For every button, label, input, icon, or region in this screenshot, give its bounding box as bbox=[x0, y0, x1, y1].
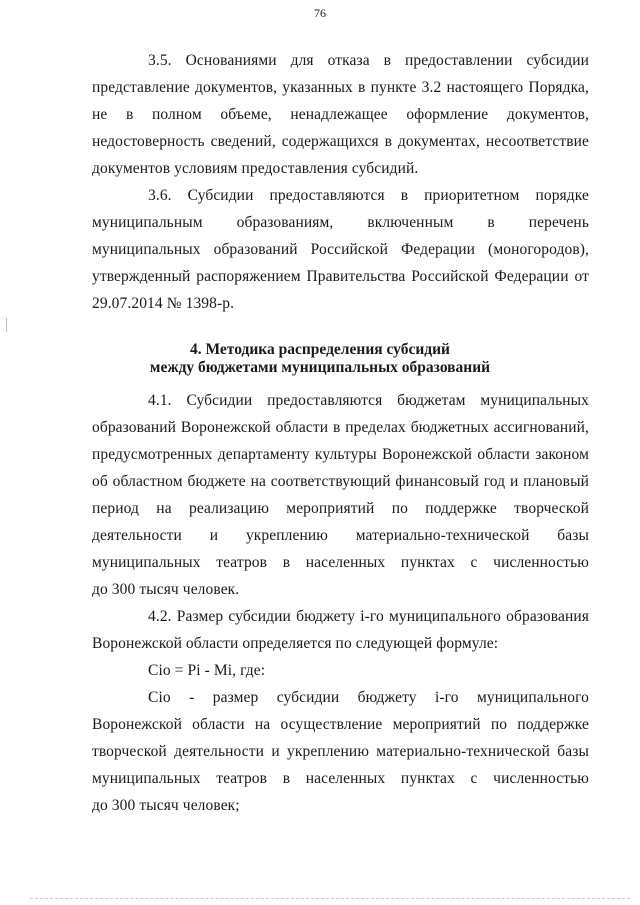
text-line: 3.5. Основаниями для отказа в предоставлении субсидии bbox=[148, 52, 589, 69]
text-line: представление документов, указанных в пункте 3.2 настоящего Порядка, bbox=[92, 79, 589, 96]
scan-bottom-edge bbox=[30, 898, 630, 900]
text-line: Воронежской области определяется по следующей формуле: bbox=[92, 635, 499, 652]
text-line: муниципальных образований Российской Федерации (моногородов), bbox=[92, 241, 589, 258]
text-line: до 300 тысяч человек. bbox=[92, 581, 240, 598]
text-line: деятельности и укреплению материально-технической базы bbox=[92, 527, 589, 544]
formula: Cio = Pi - Mi, где: bbox=[148, 662, 266, 679]
text-line: не в полном объеме, ненадлежащее оформление документов, bbox=[92, 106, 589, 123]
section-heading-line-2: между бюджетами муниципальных образований bbox=[149, 359, 491, 376]
text-line: муниципальным образованиям, включенным в перечень bbox=[92, 214, 589, 231]
text-line: документов условиям предоставления субсидий. bbox=[92, 160, 419, 177]
text-line: об областном бюджете на соответствующий финансовый год и плановый bbox=[92, 473, 589, 490]
text-line: период на реализацию мероприятий по поддержке творческой bbox=[92, 500, 589, 517]
text-line: 4.1. Субсидии предоставляются бюджетам муниципальных bbox=[148, 392, 589, 409]
text-line: муниципальных театров в населенных пунктах с численностью bbox=[92, 770, 589, 787]
text-line: творческой деятельности и укреплению материально-технической базы bbox=[92, 743, 589, 760]
text-line: муниципальных театров в населенных пунктах с численностью bbox=[92, 554, 589, 571]
text-line: 4.2. Размер субсидии бюджету i-го муниципального образования bbox=[148, 608, 589, 625]
text-line: недостоверность сведений, содержащихся в документах, несоответствие bbox=[92, 133, 589, 150]
scan-edge-mark bbox=[6, 318, 7, 332]
text-line: Воронежской области на осуществление мероприятий по поддержке bbox=[92, 716, 589, 733]
text-line: 3.6. Субсидии предоставляются в приоритетном порядке bbox=[148, 187, 589, 204]
text-line: 29.07.2014 № 1398-р. bbox=[92, 295, 235, 312]
section-heading-line-1: 4. Методика распределения субсидий bbox=[190, 341, 450, 358]
text-line: образований Воронежской области в пределах бюджетных ассигнований, bbox=[92, 419, 589, 436]
page-number: 76 bbox=[314, 6, 326, 20]
text-line: предусмотренных департаменту культуры Воронежской области законом bbox=[92, 446, 589, 463]
text-line: до 300 тысяч человек; bbox=[92, 797, 240, 814]
text-line: утвержденный распоряжением Правительства Российской Федерации от bbox=[92, 268, 589, 285]
text-line: Cio - размер субсидии бюджету i-го муниципального bbox=[148, 689, 589, 706]
